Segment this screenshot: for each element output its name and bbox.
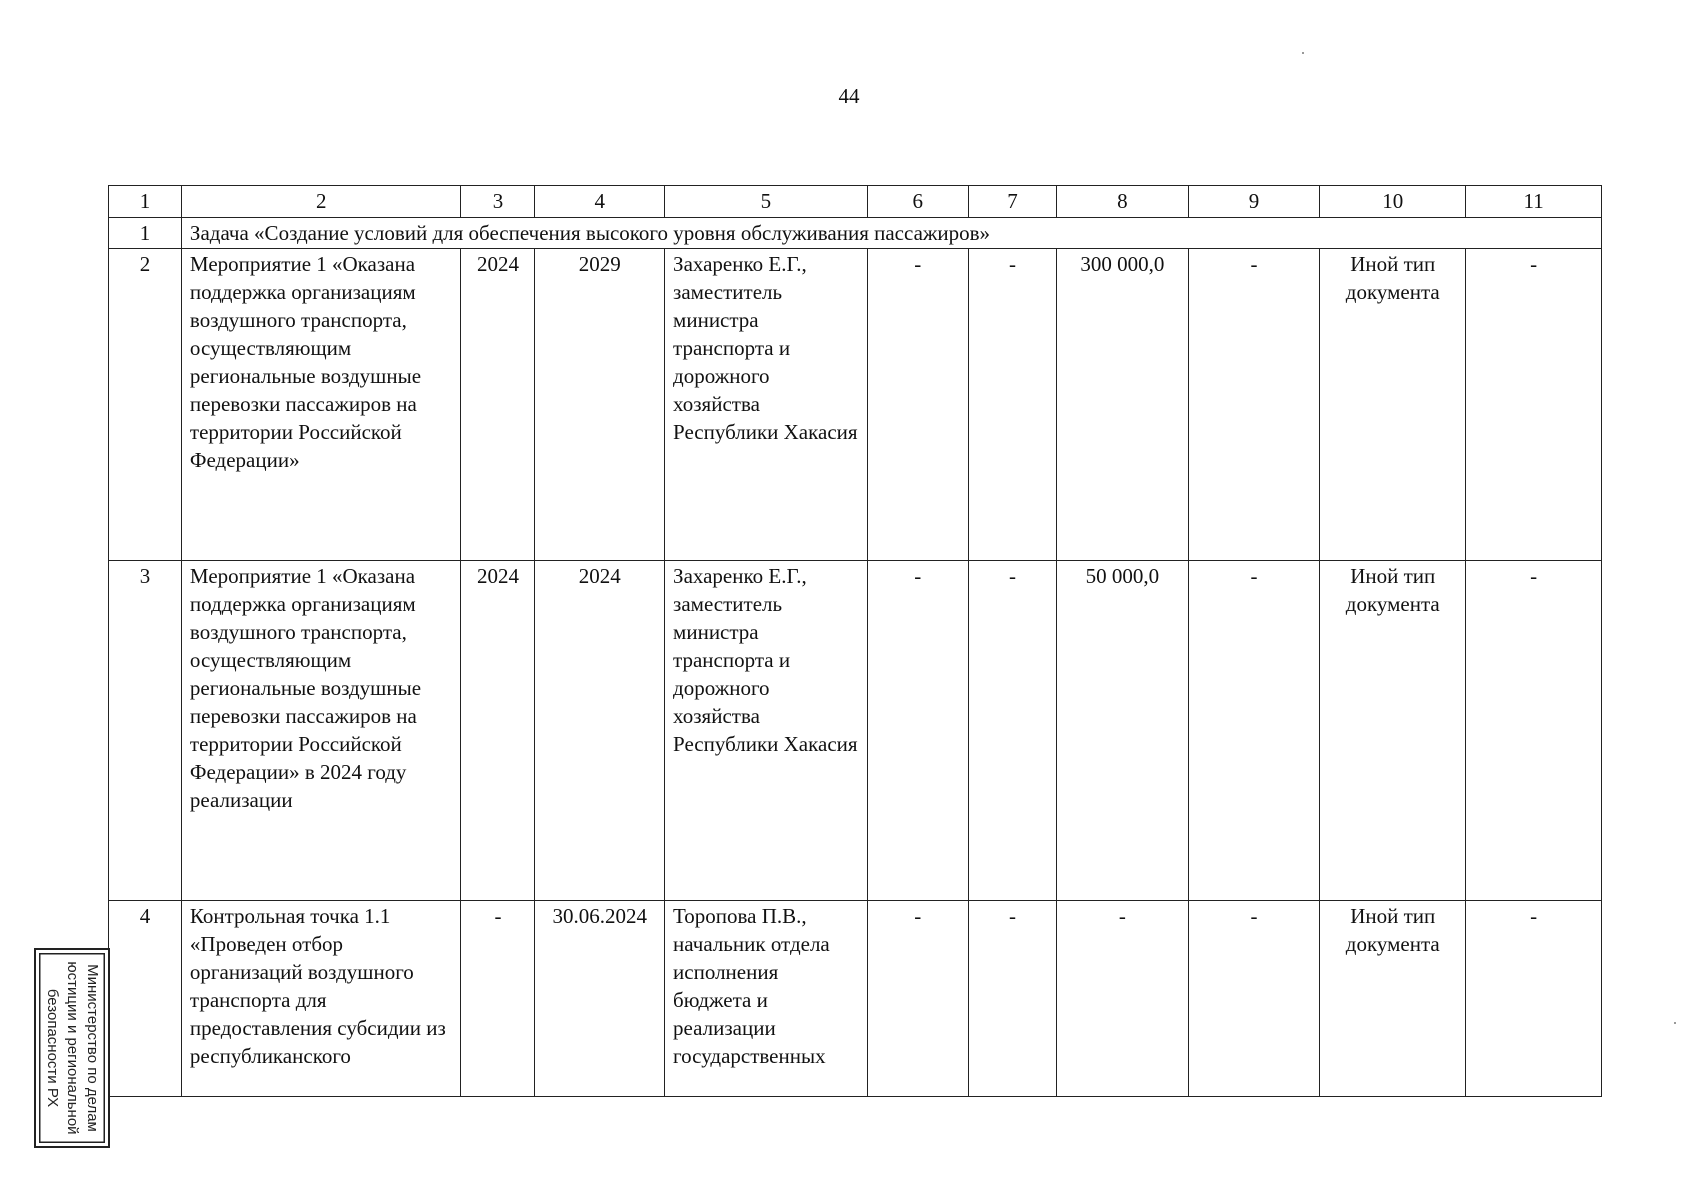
stamp-line: безопасности РХ	[44, 988, 61, 1108]
measure-name: Мероприятие 1 «Оказана поддержка организациям воздушного транспорта, осуществляющим региональные воздушные перевозки пассажиров на территории Российской Федерации»	[181, 249, 461, 561]
table-row	[109, 561, 1602, 901]
row-number: 3	[109, 561, 182, 901]
col7: -	[968, 249, 1056, 561]
start-year: -	[461, 901, 535, 1097]
header-cell: 8	[1057, 186, 1189, 218]
row-number: 1	[109, 218, 182, 249]
header-cell: 6	[867, 186, 968, 218]
task-row	[109, 218, 1602, 249]
col11: -	[1466, 249, 1602, 561]
col9: -	[1188, 901, 1320, 1097]
registration-stamp	[34, 948, 110, 1148]
start-year: 2024	[461, 561, 535, 901]
scan-speck	[1302, 52, 1304, 54]
responsible: Захаренко Е.Г., заместитель министра транспорта и дорожного хозяйства Республики Хакасия	[665, 561, 868, 901]
end-date: 2024	[535, 561, 665, 901]
col7: -	[968, 901, 1056, 1097]
task-title: Задача «Создание условий для обеспечения высокого уровня обслуживания пассажиров»	[181, 218, 1601, 249]
measures-table	[108, 185, 1602, 1097]
end-date: 2029	[535, 249, 665, 561]
col8-amount: 50 000,0	[1057, 561, 1189, 901]
scan-speck	[1674, 1022, 1676, 1024]
col9: -	[1188, 249, 1320, 561]
row-number: 4	[109, 901, 182, 1097]
document-type: Иной тип документа	[1320, 249, 1466, 561]
stamp-line: юстиции и региональной	[64, 961, 81, 1135]
header-cell: 5	[665, 186, 868, 218]
responsible: Захаренко Е.Г., заместитель министра транспорта и дорожного хозяйства Республики Хакасия	[665, 249, 868, 561]
col6: -	[867, 901, 968, 1097]
header-cell: 9	[1188, 186, 1320, 218]
measure-name: Контрольная точка 1.1 «Проведен отбор организаций воздушного транспорта для предоставления субсидии из республиканского	[181, 901, 461, 1097]
header-cell: 3	[461, 186, 535, 218]
page-number: 44	[838, 84, 860, 108]
table-row	[109, 901, 1602, 1097]
stamp-line: Министерство по делам	[84, 964, 101, 1132]
header-cell: 7	[968, 186, 1056, 218]
col7: -	[968, 561, 1056, 901]
col6: -	[867, 249, 968, 561]
document-type: Иной тип документа	[1320, 901, 1466, 1097]
col6: -	[867, 561, 968, 901]
document-type: Иной тип документа	[1320, 561, 1466, 901]
start-year: 2024	[461, 249, 535, 561]
header-cell: 2	[181, 186, 461, 218]
header-row	[109, 186, 1602, 218]
row-number: 2	[109, 249, 182, 561]
end-date: 30.06.2024	[535, 901, 665, 1097]
header-cell: 4	[535, 186, 665, 218]
col9: -	[1188, 561, 1320, 901]
header-cell: 11	[1466, 186, 1602, 218]
col8-amount: -	[1057, 901, 1189, 1097]
header-cell: 1	[109, 186, 182, 218]
measure-name: Мероприятие 1 «Оказана поддержка организациям воздушного транспорта, осуществляющим региональные воздушные перевозки пассажиров на территории Российской Федерации» в 2024 году реализации	[181, 561, 461, 901]
col8-amount: 300 000,0	[1057, 249, 1189, 561]
col11: -	[1466, 901, 1602, 1097]
responsible: Торопова П.В., начальник отдела исполнения бюджета и реализации государственных	[665, 901, 868, 1097]
table-row	[109, 249, 1602, 561]
col11: -	[1466, 561, 1602, 901]
header-cell: 10	[1320, 186, 1466, 218]
